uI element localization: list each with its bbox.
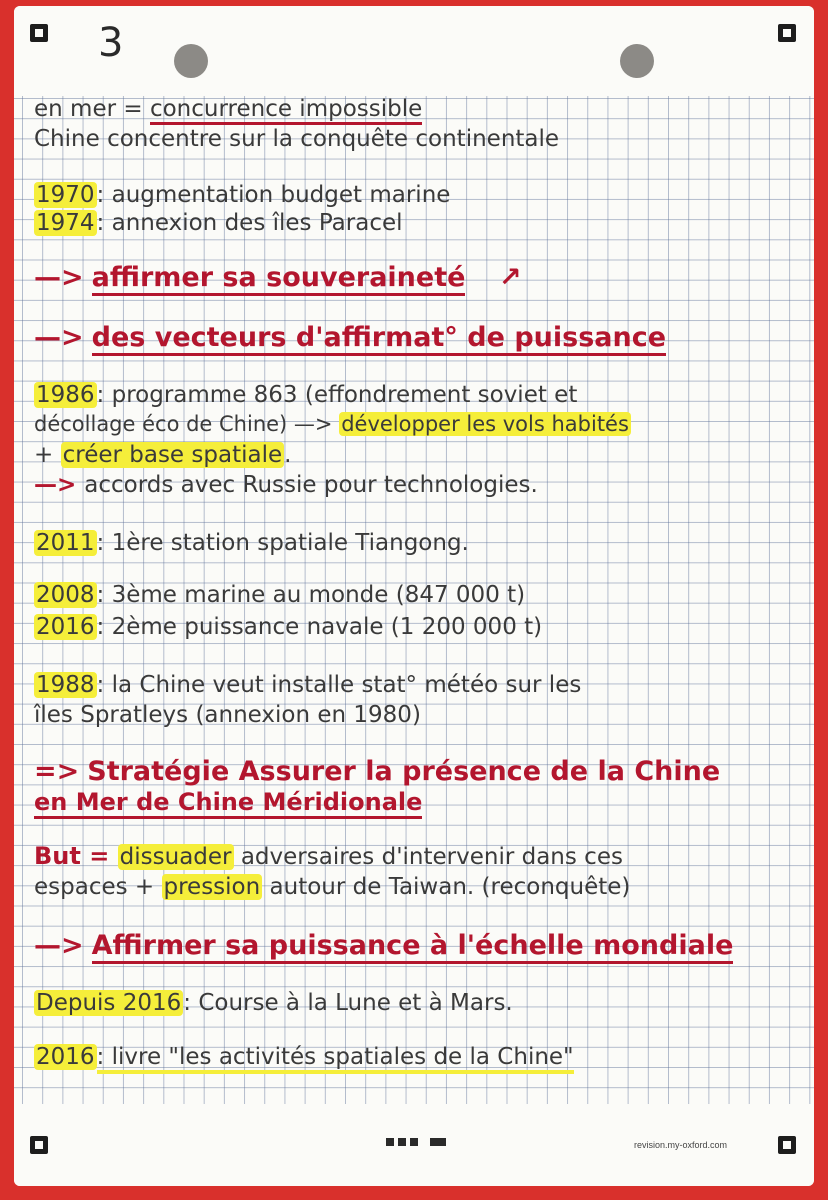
text-underline-highlight: : livre "les activités spatiales de la Chine" xyxy=(97,1044,574,1074)
note-line-11: 2011: 1ère station spatiale Tiangong. xyxy=(36,530,469,556)
year-highlight: 1974 xyxy=(36,210,95,236)
year-highlight: 1988 xyxy=(36,672,95,698)
year-highlight: 2011 xyxy=(36,530,95,556)
note-line-1: en mer = concurrence impossible xyxy=(34,98,422,121)
note-line-12: 2008: 3ème marine au monde (847 000 t) xyxy=(36,582,526,608)
corner-marker-bottom-left-icon xyxy=(30,1136,48,1154)
footer-url: revision.my-oxford.com xyxy=(634,1140,728,1150)
year-highlight: 1970 xyxy=(36,182,95,208)
year-highlight: Depuis 2016 xyxy=(36,990,182,1016)
note-line-15: îles Spratleys (annexion en 1980) xyxy=(34,702,421,728)
note-line-2: Chine concentre sur la conquête continentale xyxy=(34,126,560,152)
corner-marker-bottom-right-icon xyxy=(778,1136,796,1154)
year-highlight: 2016 xyxy=(36,1044,95,1070)
arrow-icon: —> xyxy=(34,322,84,353)
punch-hole-right-icon xyxy=(620,44,654,78)
note-line-3: 1970: augmentation budget marine xyxy=(36,182,451,208)
note-line-10: —> accords avec Russie pour technologies. xyxy=(34,472,538,498)
arrow-icon: —> xyxy=(34,930,84,961)
punch-hole-left-icon xyxy=(174,44,208,78)
double-arrow-icon: => xyxy=(34,756,80,787)
heading-global-power: —> Affirmer sa puissance à l'échelle mondiale xyxy=(34,932,733,959)
year-highlight: 2008 xyxy=(36,582,95,608)
note-line-19: espaces + pression autour de Taiwan. (reconquête) xyxy=(34,874,631,900)
heading-strategy-cont: en Mer de Chine Méridionale xyxy=(34,790,422,814)
note-line-8: décollage éco de Chine) —> développer les vols habités xyxy=(34,412,629,436)
page-number: 3 xyxy=(98,20,124,66)
year-highlight: 2016 xyxy=(36,614,95,640)
heading-affirm-sovereignty: —> affirmer sa souveraineté ↗ xyxy=(34,264,521,291)
footer-logo-icon xyxy=(386,1138,446,1146)
underlined-text: concurrence impossible xyxy=(150,96,422,125)
note-line-21: Depuis 2016: Course à la Lune et à Mars. xyxy=(36,990,513,1016)
note-line-18: But = dissuader adversaires d'intervenir dans ces xyxy=(34,842,623,870)
flashcard xyxy=(14,6,814,1186)
note-line-13: 2016: 2ème puissance navale (1 200 000 t) xyxy=(36,614,543,640)
heading-power-vectors: —> des vecteurs d'affirmat° de puissance xyxy=(34,324,666,351)
note-line-9: + créer base spatiale. xyxy=(34,442,292,468)
arrow-icon: —> xyxy=(34,472,77,498)
note-line-14: 1988: la Chine veut installe stat° météo sur les xyxy=(36,672,582,698)
text-highlight: dissuader xyxy=(119,844,232,870)
arrow-icon: —> xyxy=(34,262,84,293)
note-line-7: 1986: programme 863 (effondrement soviet et xyxy=(36,382,578,408)
text-highlight: pression xyxy=(163,874,261,900)
corner-marker-top-left-icon xyxy=(30,24,48,42)
text-highlight: développer les vols habités xyxy=(341,412,629,436)
text-highlight: créer base spatiale xyxy=(62,442,283,468)
card-header xyxy=(14,6,814,96)
curved-arrow-icon: ↗ xyxy=(498,262,522,293)
year-highlight: 1986 xyxy=(36,382,95,408)
heading-strategy: => Stratégie Assurer la présence de la Chine xyxy=(34,756,721,787)
note-line-4: 1974: annexion des îles Paracel xyxy=(36,210,403,236)
corner-marker-top-right-icon xyxy=(778,24,796,42)
note-line-22 xyxy=(34,1046,574,1069)
